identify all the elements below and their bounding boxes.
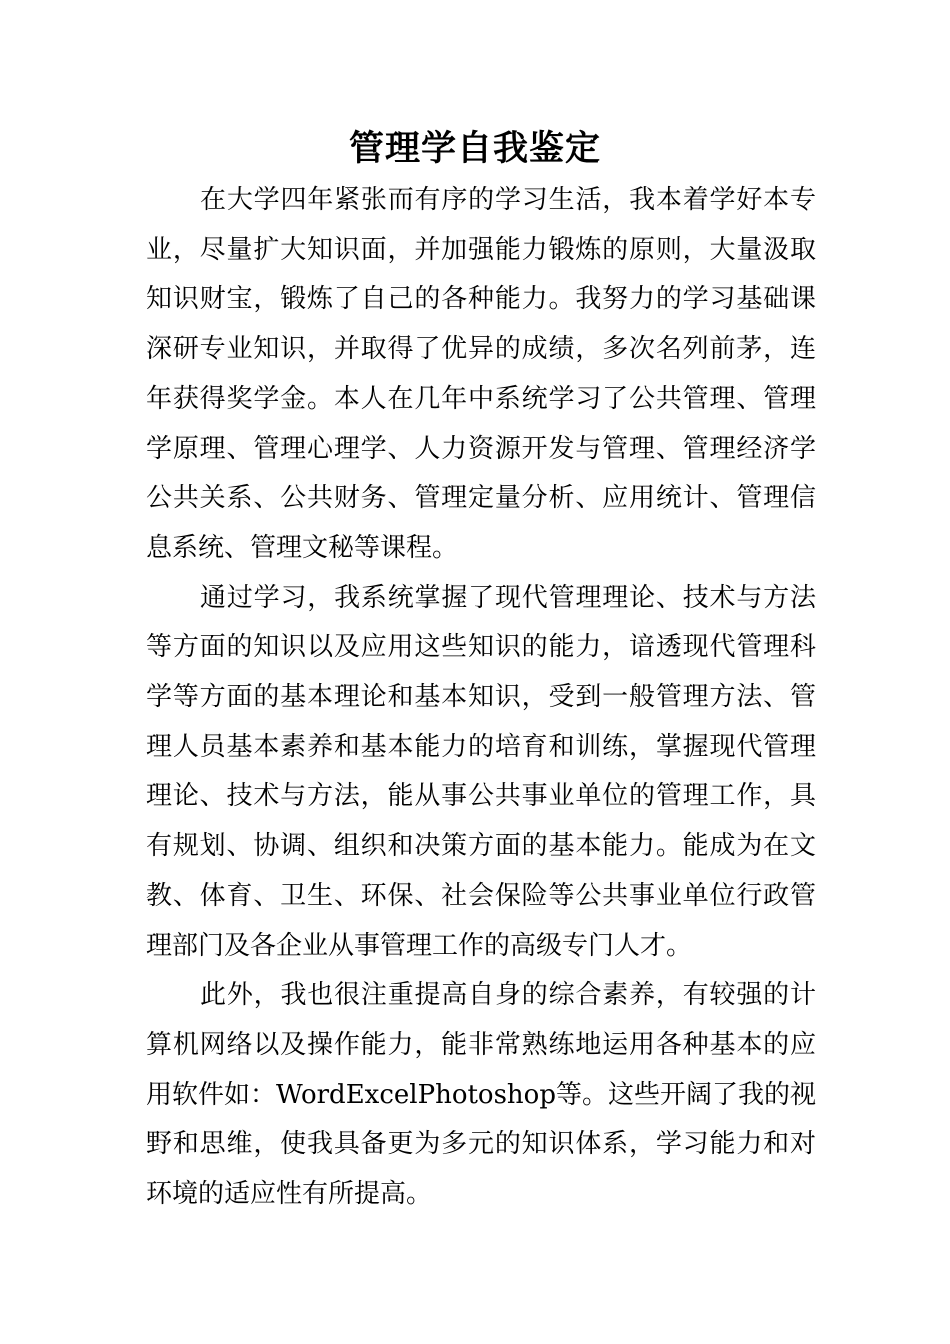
paragraph-management-skills: 通过学习，我系统掌握了现代管理理论、技术与方法等方面的知识以及应用这些知识的能力，谙透现代管理科学等方面的基本理论和基本知识，受到一般管理方法、管理人员基本素养和基本能力的培育和训练，掌握现代管理理论、技术与方法，能从事公共事业单位的管理工作，具有规划、协调、组织和决策方面的基本能力。能成为在文教、体育、卫生、环保、社会保险等公共事业单位行政管理部门及各企业从事管理工作的高级专门人才。: [146, 582, 816, 961]
document-title: 管理学自我鉴定: [348, 129, 601, 169]
paragraph-computer-skills: 此外，我也很注重提高自身的综合素养，有较强的计算机网络以及操作能力，能非常熟练地运用各种基本的应用软件如：WordExcelPhotoshop等。这些开阔了我的视野和思维，使我具备更为多元的知识体系，学习能力和对环境的适应性有所提高。: [146, 980, 816, 1210]
paragraph-study-courses: 在大学四年紧张而有序的学习生活，我本着学好本专业，尽量扩大知识面，并加强能力锻炼的原则，大量汲取知识财宝，锻炼了自己的各种能力。我努力的学习基础课深研专业知识，并取得了优异的成绩，多次名列前茅，连年获得奖学金。本人在几年中系统学习了公共管理、管理学原理、管理心理学、人力资源开发与管理、管理经济学公共关系、公共财务、管理定量分析、应用统计、管理信息系统、管理文秘等课程。: [146, 185, 816, 563]
document-body: [146, 176, 816, 1220]
